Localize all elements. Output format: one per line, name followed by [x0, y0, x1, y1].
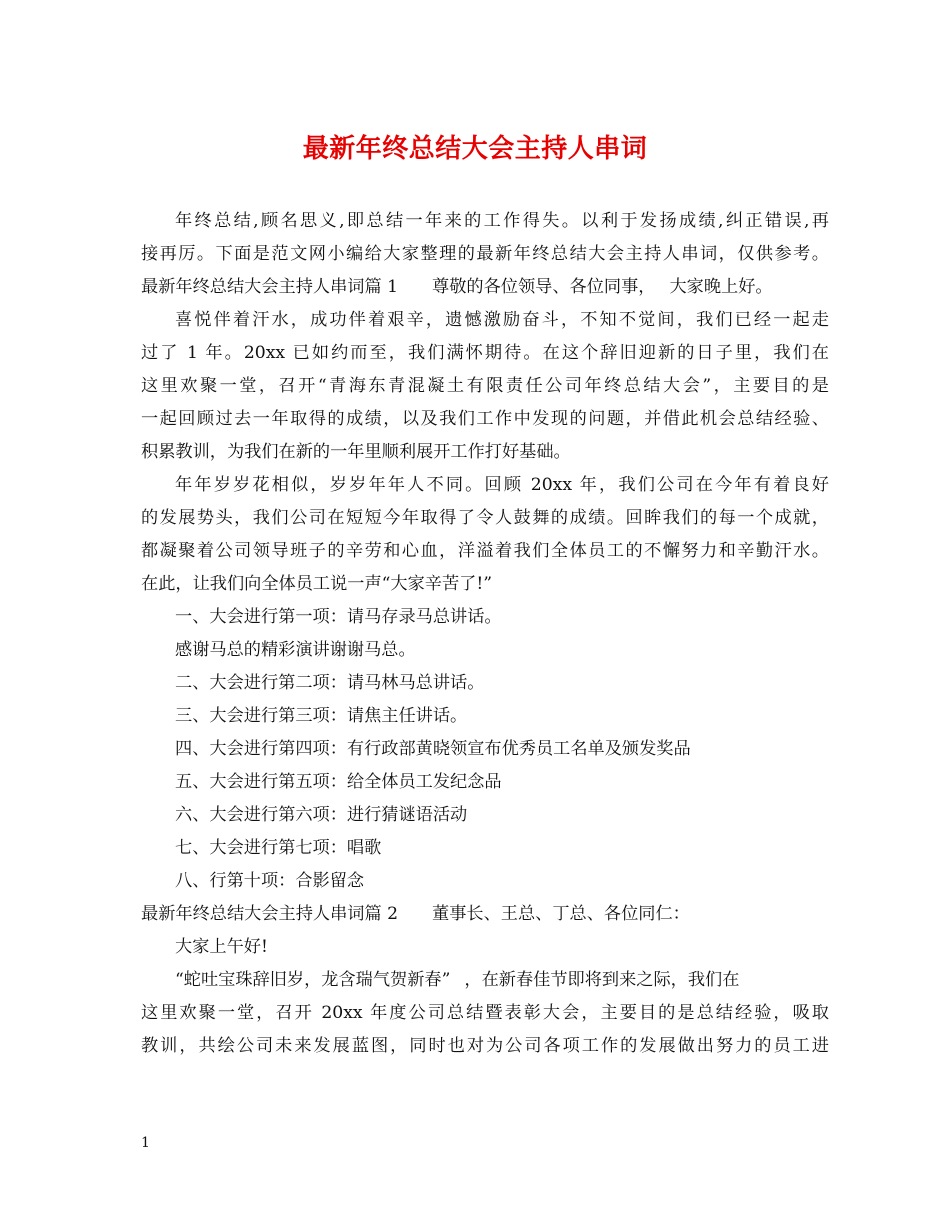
page-number: 1 [141, 1135, 150, 1151]
paragraph-3-line-1: 大家上午好! [175, 937, 268, 957]
section-2-heading-line [141, 898, 829, 931]
agenda-item-5: 五、大会进行第五项：给全体员工发纪念品 [175, 772, 502, 792]
paragraph-4-line-3: 教训，共绘公司未来发展蓝图，同时也对为公司各项工作的发展做出努力的员工进 [141, 1036, 829, 1056]
agenda-item-1: 一、大会进行第一项：请马存录马总讲话。 [175, 607, 502, 627]
section-1-greeting: 尊敬的各位领导、各位同事， [432, 277, 656, 297]
agenda-item-3: 三、大会进行第三项：请焦主任讲话。 [175, 706, 468, 726]
paragraph-1-line-5: 积累教训，为我们在新的一年里顺利展开工作打好基础。 [141, 442, 571, 462]
section-1-heading-line [141, 271, 829, 304]
paragraph-2-line-2: 的发展势头，我们公司在短短今年取得了令人鼓舞的成绩。回眸我们的每一个成就， [141, 508, 829, 528]
agenda-item-1-thanks: 感谢马总的精彩演讲谢谢马总。 [175, 640, 416, 660]
section-2-greeting: 董事长、王总、丁总、各位同仁： [432, 904, 690, 924]
section-1-greeting-evening: 大家晚上好。 [669, 277, 773, 297]
agenda-item-6: 六、大会进行第六项：进行猜谜语活动 [175, 805, 468, 825]
paragraph-2-line-1: 年年岁岁花相似，岁岁年年人不同。回顾 20xx 年，我们公司在今年有着良好 [175, 475, 829, 495]
paragraph-4-line-1-rest: ，在新春佳节即将到来之际，我们在 [464, 970, 740, 990]
intro-line-2: 接再厉。下面是范文网小编给大家整理的最新年终总结大会主持人串词，仅供参考。 [141, 244, 829, 264]
section-1-heading: 最新年终总结大会主持人串词篇 1 [141, 277, 399, 297]
paragraph-1-line-4: 一起回顾过去一年取得的成绩，以及我们工作中发现的问题，并借此机会总结经验、 [141, 409, 829, 429]
agenda-item-2: 二、大会进行第二项：请马林马总讲话。 [175, 673, 485, 693]
agenda-item-4: 四、大会进行第四项：有行政部黄晓领宣布优秀员工名单及颁发奖品 [175, 739, 691, 759]
paragraph-2-line-4: 在此，让我们向全体员工说一声“大家辛苦了!” [141, 574, 493, 594]
document-title: 最新年终总结大会主持人串词 [302, 134, 648, 164]
intro-line-1: 年终总结,顾名思义,即总结一年来的工作得失。以利于发扬成绩,纠正错误,再 [175, 211, 829, 231]
section-2-heading: 最新年终总结大会主持人串词篇 2 [141, 904, 399, 924]
document-body [141, 205, 829, 1063]
paragraph-2-line-3: 都凝聚着公司领导班子的辛劳和心血，洋溢着我们全体员工的不懈努力和辛勤汗水。 [141, 541, 829, 561]
paragraph-1-line-2: 过了 1 年。20xx 已如约而至，我们满怀期待。在这个辞旧迎新的日子里，我们在 [141, 343, 829, 363]
paragraph-1-line-3: 这里欢聚一堂，召开“青海东青混凝土有限责任公司年终总结大会”，主要目的是 [141, 376, 829, 396]
paragraph-4-line-2: 这里欢聚一堂，召开 20xx 年度公司总结暨表彰大会，主要目的是总结经验，吸取 [141, 1003, 829, 1023]
paragraph-1-line-1: 喜悦伴着汗水，成功伴着艰辛，遗憾激励奋斗，不知不觉间，我们已经一起走 [175, 310, 829, 330]
paragraph-4-line-1 [141, 964, 829, 997]
agenda-item-7: 七、大会进行第七项：唱歌 [175, 838, 382, 858]
agenda-item-8: 八、行第十项：合影留念 [175, 871, 365, 891]
couplet-quote: “蛇吐宝珠辞旧岁，龙含瑞气贺新春” [175, 970, 451, 990]
